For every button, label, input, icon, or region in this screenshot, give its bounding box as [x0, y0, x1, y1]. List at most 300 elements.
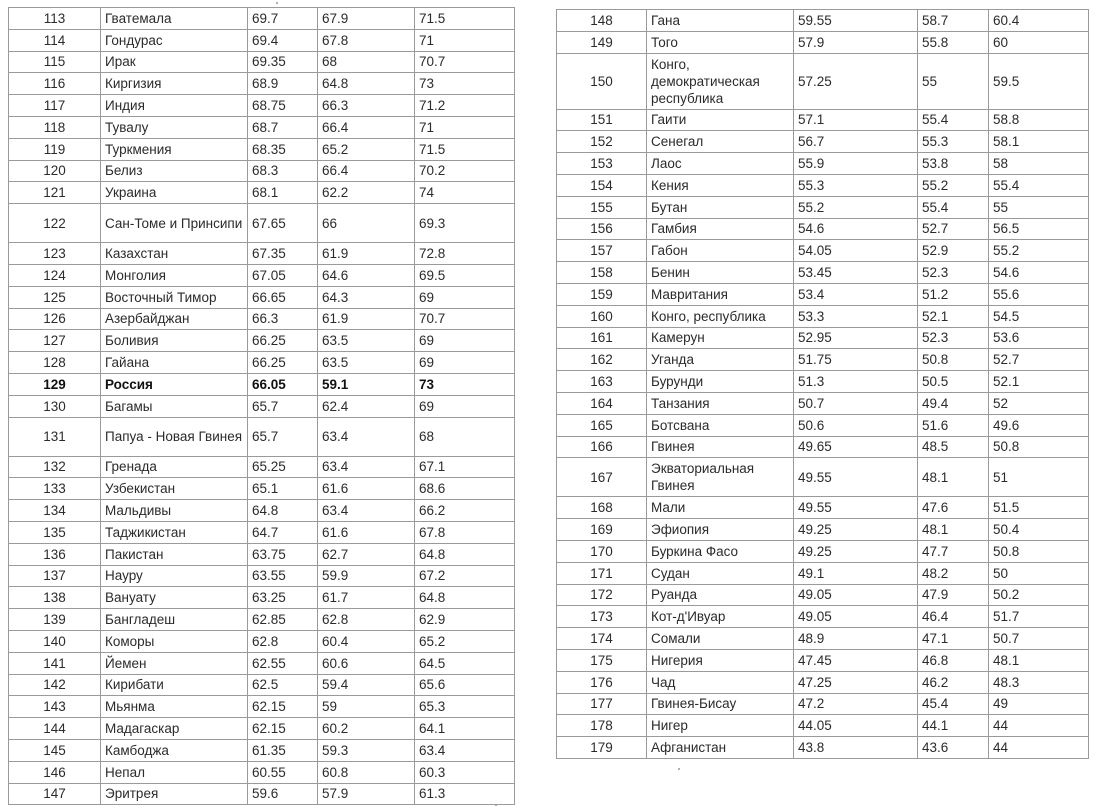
table-row	[9, 373, 515, 395]
country-cell: Экваториальная Гвинея	[647, 458, 794, 497]
average-cell: 54.6	[794, 218, 918, 240]
rank-cell: 173	[557, 606, 647, 628]
country-cell: Бурунди	[647, 371, 794, 393]
table-row	[9, 95, 515, 117]
male-cell: 67.8	[318, 29, 415, 51]
country-cell: Непал	[101, 761, 248, 783]
female-cell: 69.3	[415, 204, 515, 243]
male-cell: 59	[318, 696, 415, 718]
table-row	[557, 519, 1089, 541]
rank-cell: 113	[9, 8, 101, 30]
average-cell: 69.7	[248, 8, 318, 30]
rank-cell: 125	[9, 286, 101, 308]
average-cell: 68.7	[248, 116, 318, 138]
country-cell: Боливия	[101, 330, 248, 352]
average-cell: 55.9	[794, 153, 918, 175]
country-cell: Бангладеш	[101, 609, 248, 631]
country-cell: Сомали	[647, 628, 794, 650]
average-cell: 67.35	[248, 243, 318, 265]
rank-cell: 163	[557, 371, 647, 393]
table-row	[9, 8, 515, 30]
female-cell: 48.3	[989, 671, 1089, 693]
average-cell: 52.95	[794, 327, 918, 349]
country-cell: Пакистан	[101, 543, 248, 565]
average-cell: 61.35	[248, 739, 318, 761]
average-cell: 60.55	[248, 761, 318, 783]
female-cell: 69	[415, 352, 515, 374]
average-cell: 65.7	[248, 417, 318, 456]
female-cell: 56.5	[989, 218, 1089, 240]
average-cell: 49.05	[794, 606, 918, 628]
table-row	[557, 131, 1089, 153]
artifact-dot	[276, 2, 278, 4]
rank-cell: 164	[557, 392, 647, 414]
country-cell: Мавритания	[647, 283, 794, 305]
female-cell: 64.5	[415, 652, 515, 674]
female-cell: 44	[989, 737, 1089, 759]
male-cell: 61.9	[318, 243, 415, 265]
country-cell: Камбоджа	[101, 739, 248, 761]
rank-cell: 148	[557, 10, 647, 32]
table-row	[557, 31, 1089, 53]
female-cell: 65.2	[415, 630, 515, 652]
average-cell: 47.2	[794, 693, 918, 715]
average-cell: 49.25	[794, 519, 918, 541]
rank-cell: 179	[557, 737, 647, 759]
male-cell: 63.4	[318, 417, 415, 456]
rank-cell: 172	[557, 584, 647, 606]
artifact-dot	[495, 804, 497, 806]
rank-cell: 171	[557, 562, 647, 584]
female-cell: 66.2	[415, 500, 515, 522]
rank-cell: 117	[9, 95, 101, 117]
rank-cell: 134	[9, 500, 101, 522]
table-row	[9, 116, 515, 138]
rank-cell: 145	[9, 739, 101, 761]
average-cell: 57.1	[794, 109, 918, 131]
rank-cell: 177	[557, 693, 647, 715]
male-cell: 62.7	[318, 543, 415, 565]
male-cell: 59.1	[318, 373, 415, 395]
country-cell: Танзания	[647, 392, 794, 414]
female-cell: 63.4	[415, 739, 515, 761]
female-cell: 68.6	[415, 478, 515, 500]
female-cell: 58.1	[989, 131, 1089, 153]
table-row	[9, 609, 515, 631]
male-cell: 60.2	[318, 718, 415, 740]
male-cell: 66.4	[318, 116, 415, 138]
female-cell: 67.8	[415, 521, 515, 543]
female-cell: 52.1	[989, 371, 1089, 393]
male-cell: 51.2	[918, 283, 989, 305]
table-row	[557, 693, 1089, 715]
female-cell: 74	[415, 182, 515, 204]
male-cell: 55.2	[918, 174, 989, 196]
country-cell: Руанда	[647, 584, 794, 606]
female-cell: 49	[989, 693, 1089, 715]
country-cell: Мальдивы	[101, 500, 248, 522]
average-cell: 63.75	[248, 543, 318, 565]
male-cell: 59.4	[318, 674, 415, 696]
rank-cell: 159	[557, 283, 647, 305]
average-cell: 43.8	[794, 737, 918, 759]
table-row	[557, 436, 1089, 458]
country-cell: Уганда	[647, 349, 794, 371]
average-cell: 69.35	[248, 51, 318, 73]
average-cell: 68.9	[248, 73, 318, 95]
left-table-body	[9, 8, 515, 805]
average-cell: 57.25	[794, 53, 918, 109]
female-cell: 50.8	[989, 436, 1089, 458]
rank-cell: 118	[9, 116, 101, 138]
country-cell: Буркина Фасо	[647, 540, 794, 562]
table-row	[9, 29, 515, 51]
male-cell: 47.1	[918, 628, 989, 650]
country-cell: Папуа - Новая Гвинея	[101, 417, 248, 456]
average-cell: 49.1	[794, 562, 918, 584]
country-cell: Гвинея	[647, 436, 794, 458]
rank-cell: 178	[557, 715, 647, 737]
country-cell: Украина	[101, 182, 248, 204]
female-cell: 65.6	[415, 674, 515, 696]
rank-cell: 170	[557, 540, 647, 562]
male-cell: 55.3	[918, 131, 989, 153]
table-row	[9, 543, 515, 565]
country-cell: Лаос	[647, 153, 794, 175]
table-row	[557, 283, 1089, 305]
average-cell: 67.65	[248, 204, 318, 243]
female-cell: 73	[415, 373, 515, 395]
country-cell: Тувалу	[101, 116, 248, 138]
rank-cell: 153	[557, 153, 647, 175]
average-cell: 66.65	[248, 286, 318, 308]
country-cell: Мали	[647, 497, 794, 519]
rank-cell: 141	[9, 652, 101, 674]
female-cell: 71.5	[415, 8, 515, 30]
average-cell: 51.3	[794, 371, 918, 393]
female-cell: 50.7	[989, 628, 1089, 650]
table-row	[9, 456, 515, 478]
country-cell: Конго, демократическая республика	[647, 53, 794, 109]
rank-cell: 161	[557, 327, 647, 349]
rank-cell: 157	[557, 240, 647, 262]
rank-cell: 167	[557, 458, 647, 497]
rank-cell: 166	[557, 436, 647, 458]
country-cell: Гаити	[647, 109, 794, 131]
table-row	[9, 652, 515, 674]
country-cell: Гвинея-Бисау	[647, 693, 794, 715]
male-cell: 49.4	[918, 392, 989, 414]
rank-cell: 175	[557, 649, 647, 671]
male-cell: 61.7	[318, 587, 415, 609]
rank-cell: 129	[9, 373, 101, 395]
male-cell: 60.4	[318, 630, 415, 652]
average-cell: 53.45	[794, 262, 918, 284]
rank-cell: 149	[557, 31, 647, 53]
average-cell: 69.4	[248, 29, 318, 51]
table-row	[9, 783, 515, 805]
average-cell: 62.8	[248, 630, 318, 652]
female-cell: 55	[989, 196, 1089, 218]
average-cell: 44.05	[794, 715, 918, 737]
average-cell: 54.05	[794, 240, 918, 262]
male-cell: 55.4	[918, 109, 989, 131]
right-table-body	[557, 10, 1089, 759]
male-cell: 64.3	[318, 286, 415, 308]
table-row	[557, 305, 1089, 327]
country-cell: Того	[647, 31, 794, 53]
right-life-expectancy-table	[556, 9, 1089, 759]
female-cell: 51.7	[989, 606, 1089, 628]
rank-cell: 150	[557, 53, 647, 109]
female-cell: 69	[415, 286, 515, 308]
average-cell: 68.35	[248, 138, 318, 160]
table-row	[557, 497, 1089, 519]
country-cell: Россия	[101, 373, 248, 395]
female-cell: 55.4	[989, 174, 1089, 196]
male-cell: 52.1	[918, 305, 989, 327]
table-row	[9, 352, 515, 374]
country-cell: Белиз	[101, 160, 248, 182]
rank-cell: 154	[557, 174, 647, 196]
female-cell: 67.2	[415, 565, 515, 587]
rank-cell: 176	[557, 671, 647, 693]
average-cell: 65.7	[248, 395, 318, 417]
country-cell: Сенегал	[647, 131, 794, 153]
table-row	[9, 204, 515, 243]
country-cell: Багамы	[101, 395, 248, 417]
rank-cell: 168	[557, 497, 647, 519]
average-cell: 63.55	[248, 565, 318, 587]
rank-cell: 133	[9, 478, 101, 500]
rank-cell: 119	[9, 138, 101, 160]
male-cell: 64.6	[318, 264, 415, 286]
male-cell: 43.6	[918, 737, 989, 759]
female-cell: 54.5	[989, 305, 1089, 327]
country-cell: Гайана	[101, 352, 248, 374]
male-cell: 47.7	[918, 540, 989, 562]
rank-cell: 123	[9, 243, 101, 265]
table-row	[557, 109, 1089, 131]
female-cell: 55.2	[989, 240, 1089, 262]
female-cell: 69	[415, 330, 515, 352]
rank-cell: 158	[557, 262, 647, 284]
country-cell: Мадагаскар	[101, 718, 248, 740]
table-row	[557, 371, 1089, 393]
female-cell: 55.6	[989, 283, 1089, 305]
table-row	[557, 606, 1089, 628]
male-cell: 47.9	[918, 584, 989, 606]
male-cell: 52.9	[918, 240, 989, 262]
rank-cell: 138	[9, 587, 101, 609]
table-row	[9, 330, 515, 352]
country-cell: Ирак	[101, 51, 248, 73]
female-cell: 48.1	[989, 649, 1089, 671]
female-cell: 71	[415, 29, 515, 51]
country-cell: Габон	[647, 240, 794, 262]
female-cell: 71	[415, 116, 515, 138]
male-cell: 63.5	[318, 352, 415, 374]
average-cell: 50.6	[794, 414, 918, 436]
average-cell: 62.15	[248, 696, 318, 718]
average-cell: 65.1	[248, 478, 318, 500]
table-row	[557, 218, 1089, 240]
country-cell: Кения	[647, 174, 794, 196]
country-cell: Кот-д'Ивуар	[647, 606, 794, 628]
rank-cell: 139	[9, 609, 101, 631]
rank-cell: 137	[9, 565, 101, 587]
rank-cell: 169	[557, 519, 647, 541]
table-row	[9, 478, 515, 500]
country-cell: Коморы	[101, 630, 248, 652]
average-cell: 62.85	[248, 609, 318, 631]
female-cell: 64.8	[415, 543, 515, 565]
rank-cell: 143	[9, 696, 101, 718]
average-cell: 49.55	[794, 458, 918, 497]
male-cell: 60.8	[318, 761, 415, 783]
average-cell: 67.05	[248, 264, 318, 286]
male-cell: 55.4	[918, 196, 989, 218]
average-cell: 66.25	[248, 352, 318, 374]
female-cell: 50.2	[989, 584, 1089, 606]
rank-cell: 136	[9, 543, 101, 565]
average-cell: 59.6	[248, 783, 318, 805]
rank-cell: 127	[9, 330, 101, 352]
male-cell: 52.3	[918, 262, 989, 284]
rank-cell: 174	[557, 628, 647, 650]
table-row	[557, 628, 1089, 650]
table-row	[557, 562, 1089, 584]
country-cell: Нигерия	[647, 649, 794, 671]
female-cell: 51	[989, 458, 1089, 497]
table-row	[557, 262, 1089, 284]
country-cell: Монголия	[101, 264, 248, 286]
female-cell: 69.5	[415, 264, 515, 286]
country-cell: Казахстан	[101, 243, 248, 265]
male-cell: 52.7	[918, 218, 989, 240]
country-cell: Ботсвана	[647, 414, 794, 436]
table-row	[9, 182, 515, 204]
rank-cell: 144	[9, 718, 101, 740]
male-cell: 63.4	[318, 500, 415, 522]
male-cell: 59.3	[318, 739, 415, 761]
country-cell: Вануату	[101, 587, 248, 609]
average-cell: 53.4	[794, 283, 918, 305]
rank-cell: 142	[9, 674, 101, 696]
average-cell: 66.05	[248, 373, 318, 395]
average-cell: 66.25	[248, 330, 318, 352]
male-cell: 48.1	[918, 519, 989, 541]
male-cell: 44.1	[918, 715, 989, 737]
female-cell: 64.8	[415, 587, 515, 609]
average-cell: 51.75	[794, 349, 918, 371]
female-cell: 50.8	[989, 540, 1089, 562]
rank-cell: 140	[9, 630, 101, 652]
average-cell: 47.45	[794, 649, 918, 671]
female-cell: 52.7	[989, 349, 1089, 371]
rank-cell: 116	[9, 73, 101, 95]
male-cell: 45.4	[918, 693, 989, 715]
country-cell: Гамбия	[647, 218, 794, 240]
table-row	[9, 718, 515, 740]
table-row	[9, 587, 515, 609]
country-cell: Гондурас	[101, 29, 248, 51]
male-cell: 63.4	[318, 456, 415, 478]
female-cell: 58	[989, 153, 1089, 175]
female-cell: 53.6	[989, 327, 1089, 349]
male-cell: 50.5	[918, 371, 989, 393]
artifact-dot	[678, 768, 680, 770]
left-life-expectancy-table	[8, 7, 515, 805]
table-row	[557, 349, 1089, 371]
male-cell: 59.9	[318, 565, 415, 587]
male-cell: 51.6	[918, 414, 989, 436]
female-cell: 60	[989, 31, 1089, 53]
table-row	[557, 671, 1089, 693]
rank-cell: 122	[9, 204, 101, 243]
male-cell: 66	[318, 204, 415, 243]
male-cell: 57.9	[318, 783, 415, 805]
table-row	[9, 521, 515, 543]
male-cell: 62.4	[318, 395, 415, 417]
average-cell: 62.5	[248, 674, 318, 696]
male-cell: 67.9	[318, 8, 415, 30]
average-cell: 57.9	[794, 31, 918, 53]
country-cell: Бутан	[647, 196, 794, 218]
female-cell: 58.8	[989, 109, 1089, 131]
female-cell: 52	[989, 392, 1089, 414]
country-cell: Таджикистан	[101, 521, 248, 543]
table-row	[9, 696, 515, 718]
country-cell: Узбекистан	[101, 478, 248, 500]
table-row	[557, 174, 1089, 196]
table-row	[9, 243, 515, 265]
country-cell: Науру	[101, 565, 248, 587]
table-row	[9, 138, 515, 160]
country-cell: Бенин	[647, 262, 794, 284]
country-cell: Афганистан	[647, 737, 794, 759]
female-cell: 50	[989, 562, 1089, 584]
female-cell: 70.7	[415, 51, 515, 73]
country-cell: Сан-Томе и Принсипи	[101, 204, 248, 243]
female-cell: 70.2	[415, 160, 515, 182]
female-cell: 51.5	[989, 497, 1089, 519]
female-cell: 60.4	[989, 10, 1089, 32]
table-row	[557, 392, 1089, 414]
table-row	[557, 458, 1089, 497]
male-cell: 52.3	[918, 327, 989, 349]
country-cell: Гана	[647, 10, 794, 32]
male-cell: 60.6	[318, 652, 415, 674]
table-row	[9, 674, 515, 696]
rank-cell: 121	[9, 182, 101, 204]
female-cell: 62.9	[415, 609, 515, 631]
table-row	[557, 715, 1089, 737]
average-cell: 49.25	[794, 540, 918, 562]
female-cell: 70.7	[415, 308, 515, 330]
table-row	[557, 584, 1089, 606]
table-row	[9, 51, 515, 73]
rank-cell: 156	[557, 218, 647, 240]
table-row	[9, 160, 515, 182]
country-cell: Судан	[647, 562, 794, 584]
average-cell: 59.55	[794, 10, 918, 32]
female-cell: 69	[415, 395, 515, 417]
male-cell: 46.2	[918, 671, 989, 693]
table-row	[557, 327, 1089, 349]
average-cell: 66.3	[248, 308, 318, 330]
table-row	[557, 10, 1089, 32]
